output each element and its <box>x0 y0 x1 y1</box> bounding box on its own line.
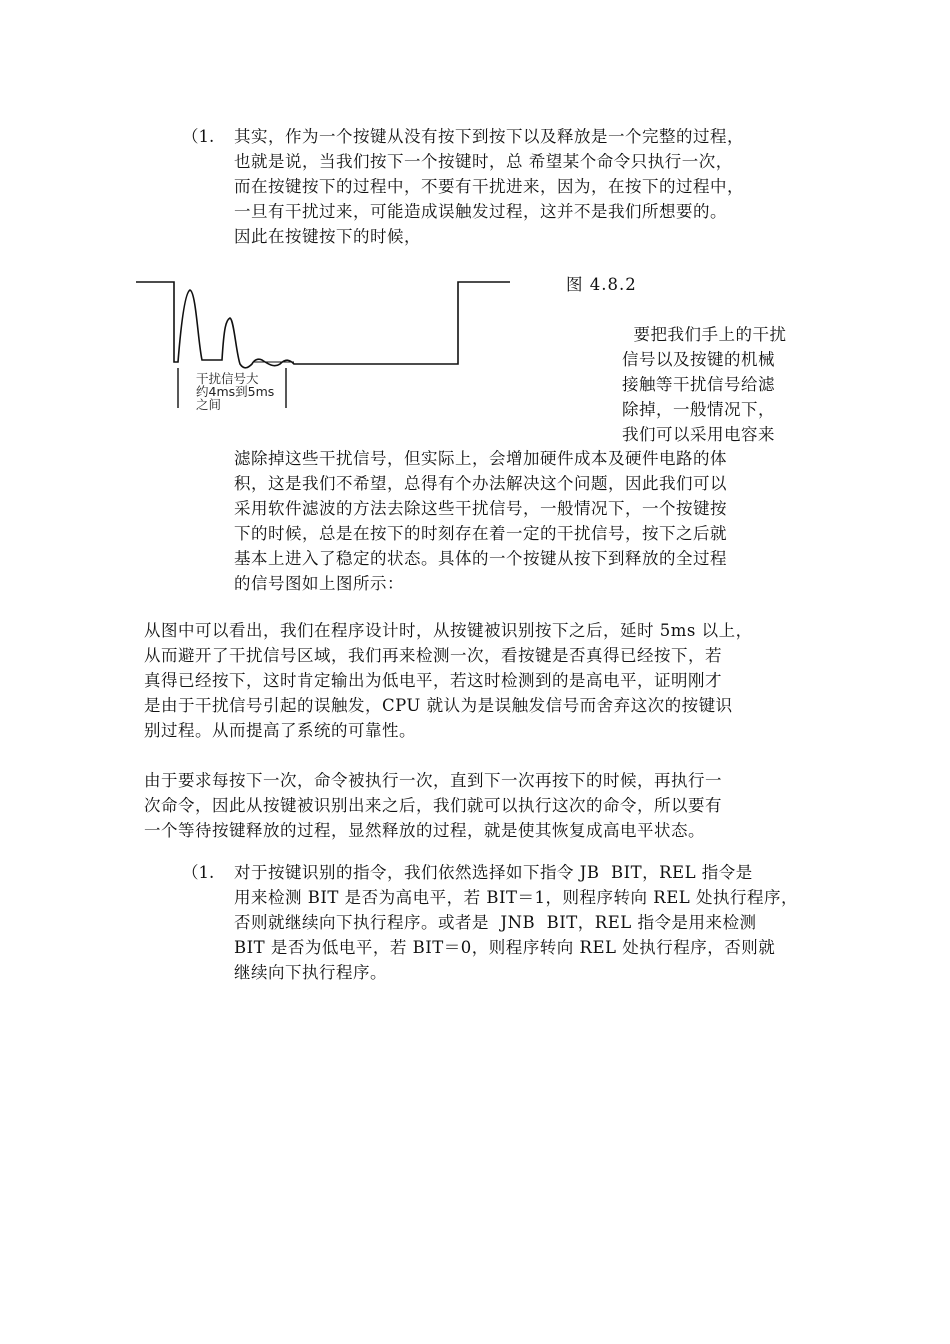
text-line: 要把我们手上的干扰 <box>622 325 787 344</box>
section2-number: （1. <box>182 863 215 882</box>
text-line: 我们可以采用电容来 <box>622 425 775 444</box>
figure-caption: 图 4.8.2 <box>566 275 637 294</box>
text-line: 而在按键按下的过程中，不要有干扰进来，因为，在按下的过程中， <box>234 177 744 196</box>
section1-paragraph <box>234 124 744 249</box>
text-line: 从图中可以看出，我们在程序设计时，从按键被识别按下之后，延时 5ms 以上， <box>144 621 753 640</box>
interference-label-line: 约4ms到5ms <box>196 384 275 399</box>
text-line: 接触等干扰信号给滤 <box>622 375 775 394</box>
text-line: 积，这是我们不希望，总得有个办法解决这个问题，因此我们可以 <box>234 474 727 493</box>
key-bounce-waveform-figure <box>134 272 519 422</box>
text-line: 次命令，因此从按键被识别出来之后，我们就可以执行这次的命令，所以要有 <box>144 796 722 815</box>
text-line: 真得已经按下，这时肯定输出为低电平，若这时检测到的是高电平，证明刚才 <box>144 671 722 690</box>
interference-label-line: 之间 <box>196 397 222 412</box>
section1-number: （1. <box>182 127 215 146</box>
text-line: BIT 是否为低电平，若 BIT＝0，则程序转向 REL 处执行程序，否则就 <box>234 938 776 957</box>
text-line: 采用软件滤波的方法去除这些干扰信号，一般情况下，一个按键按 <box>234 499 727 518</box>
text-line: 用来检测 BIT 是否为高电平，若 BIT＝1，则程序转向 REL 处执行程序， <box>234 888 798 907</box>
text-line: 从而避开了干扰信号区域，我们再来检测一次，看按键是否真得已经按下，若 <box>144 646 722 665</box>
text-line: 对于按键识别的指令，我们依然选择如下指令 JB BIT，REL 指令是 <box>234 863 753 882</box>
text-line: 一旦有干扰过来，可能造成误触发过程，这并不是我们所想要的。 <box>234 202 727 221</box>
text-line: 否则就继续向下执行程序。或者是 JNB BIT，REL 指令是用来检测 <box>234 913 757 932</box>
text-line: 其实，作为一个按键从没有按下到按下以及释放是一个完整的过程， <box>234 127 744 146</box>
text-line: 的信号图如上图所示： <box>234 574 404 593</box>
text-line: 下的时候，总是在按下的时刻存在着一定的干扰信号，按下之后就 <box>234 524 727 543</box>
side-text <box>622 322 787 447</box>
paragraph-3 <box>144 768 722 843</box>
text-line: 也就是说，当我们按下一个按键时，总 希望某个命令只执行一次， <box>234 152 733 171</box>
text-line: 一个等待按键释放的过程，显然释放的过程，就是使其恢复成高电平状态。 <box>144 821 705 840</box>
interference-label <box>196 372 274 411</box>
text-line: 滤除掉这些干扰信号，但实际上，会增加硬件成本及硬件电路的体 <box>234 449 727 468</box>
paragraph-2 <box>144 618 753 743</box>
text-line: 由于要求每按下一次，命令被执行一次，直到下一次再按下的时候，再执行一 <box>144 771 722 790</box>
text-line: 基本上进入了稳定的状态。具体的一个按键从按下到释放的全过程 <box>234 549 727 568</box>
text-line: 别过程。从而提高了系统的可靠性。 <box>144 721 416 740</box>
text-line: 除掉，一般情况下， <box>622 400 775 419</box>
continued-paragraph <box>234 446 727 596</box>
text-line: 继续向下执行程序。 <box>234 963 387 982</box>
section2-paragraph <box>234 860 798 985</box>
text-line: 是由于干扰信号引起的误触发，CPU 就认为是误触发信号而舍弃这次的按键识 <box>144 696 733 715</box>
waveform-signal-line <box>136 282 510 368</box>
text-line: 因此在按键按下的时候， <box>234 227 421 246</box>
text-line: 信号以及按键的机械 <box>622 350 775 369</box>
interference-label-line: 干扰信号大 <box>196 371 259 386</box>
